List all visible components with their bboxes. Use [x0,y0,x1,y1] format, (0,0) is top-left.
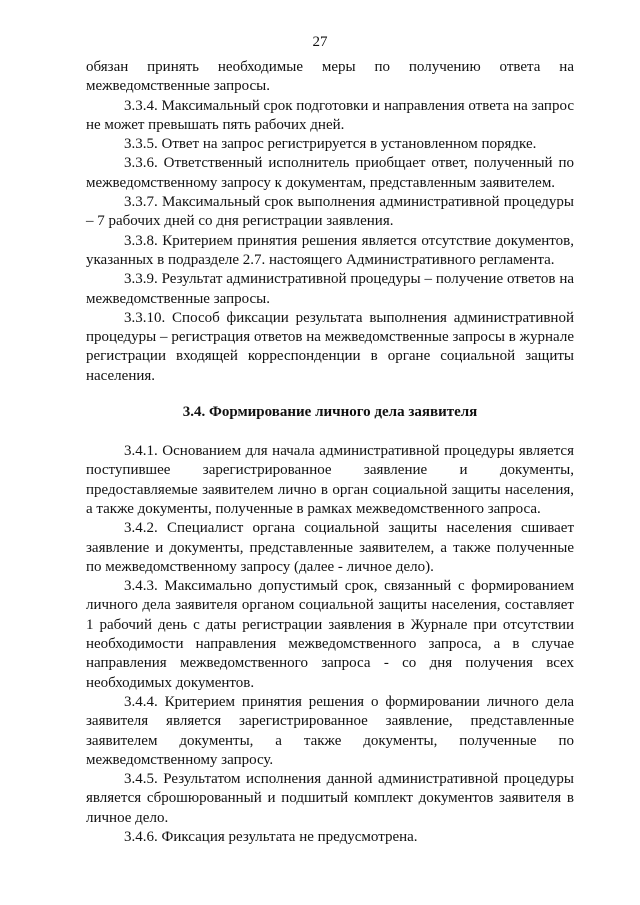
paragraph-3-3-8: 3.3.8. Критерием принятия решения является отсутствие документов, указанных в подразделе 2.7. настоящего Административного регламента. [86,232,574,268]
section-title: 3.4. Формирование личного дела заявителя [182,404,478,421]
document-body [86,58,574,847]
paragraph-3-3-10: 3.3.10. Способ фиксации результата выполнения административной процедуры – регистрация ответов на межведомственные запросы в журнале регистрации входящей корреспонденции в органе социальной защиты населения. [86,309,574,384]
paragraph-3-3-7: 3.3.7. Максимальный срок выполнения административной процедуры – 7 рабочих дней со дня регистрации заявления. [86,194,574,230]
paragraph-3-4-2: 3.4.2. Специалист органа социальной защиты населения сшивает заявление и документы, представленные заявителем, а также полученные по межведомственному запросу (далее - личное дело). [86,520,574,575]
paragraph-3-3-4: 3.3.4. Максимальный срок подготовки и направления ответа на запрос не может превышать пять рабочих дней. [86,97,574,133]
paragraph-3-3-6: 3.3.6. Ответственный исполнитель приобщает ответ, полученный по межведомственному запросу к документам, представленным заявителем. [86,155,574,191]
paragraph-3-4-3: 3.4.3. Максимально допустимый срок, связанный с формированием личного дела заявителя органом социальной защиты населения, составляет 1 рабочий день с даты регистрации заявления в Журнале при отсутствии необходимости направления межведомственного запроса, а в случае направления межведомственного запроса - со дня получения всех необходимых документов. [86,578,574,691]
paragraph-3-4-6: 3.4.6. Фиксация результата не предусмотрена. [124,828,418,845]
paragraph-3-3-9: 3.3.9. Результат административной процедуры – получение ответов на межведомственные запросы. [86,271,574,307]
page-number: 27 [312,34,328,50]
paragraph-continuation: обязан принять необходимые меры по получению ответа на межведомственные запросы. [86,59,574,95]
paragraph-3-4-5: 3.4.5. Результатом исполнения данной административной процедуры является сброшюрованный и подшитый комплект документов заявителя в личное дело. [86,771,574,826]
paragraph-3-4-4: 3.4.4. Критерием принятия решения о формировании личного дела заявителя является зарегистрированное заявление, представленные заявителем документы, а также документы, полученные по межведомственному запросу. [86,693,574,768]
paragraph-3-4-1: 3.4.1. Основанием для начала административной процедуры является поступившее зарегистрированное заявление и документы, предоставляемые заявителем лично в орган социальной защиты населения, а также документы, полученные в рамках межведомственного запроса. [86,443,574,517]
paragraph-3-3-5: 3.3.5. Ответ на запрос регистрируется в установленном порядке. [124,136,537,153]
